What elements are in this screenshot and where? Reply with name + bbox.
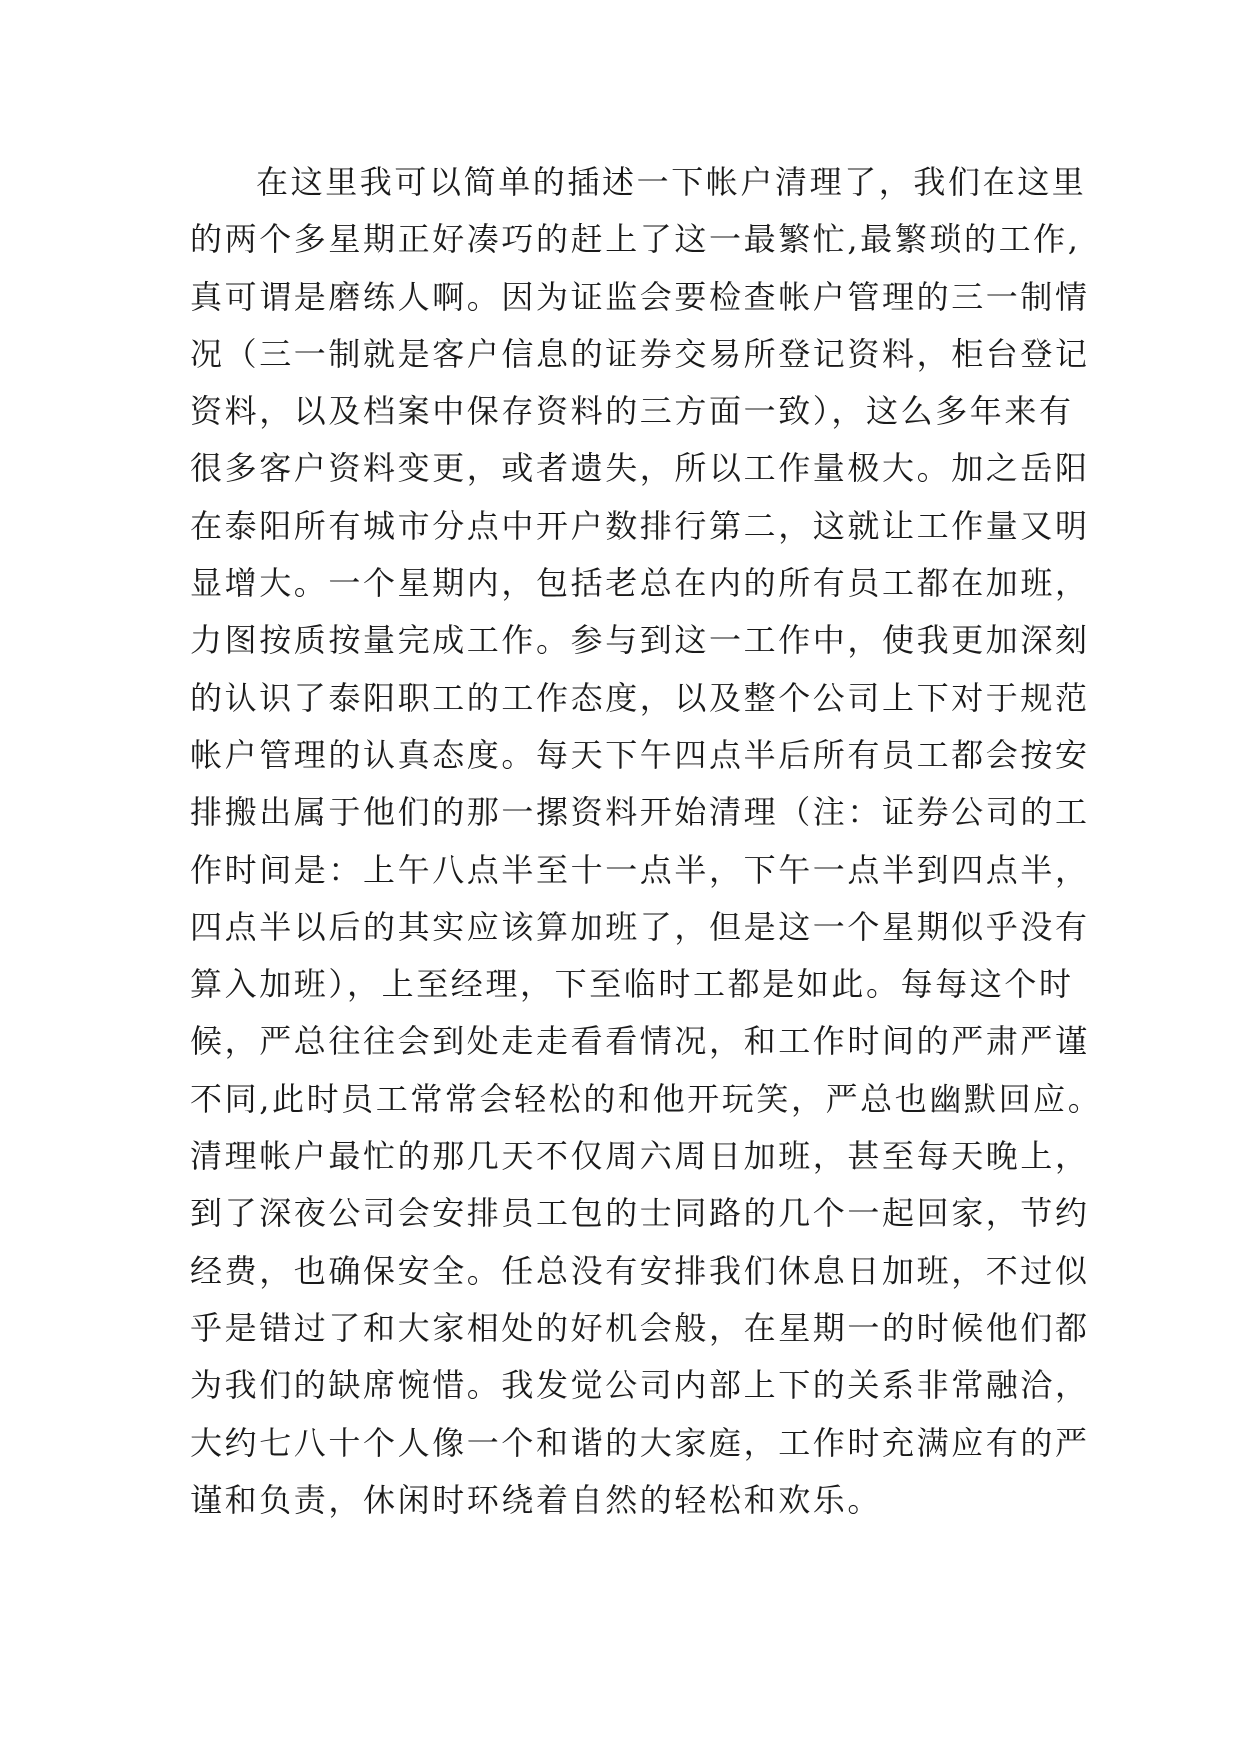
paragraph-line: 很多客户资料变更，或者遗失，所以工作量极大。加之岳阳 xyxy=(190,449,1090,488)
paragraph-line: 为我们的缺席惋惜。我发觉公司内部上下的关系非常融洽， xyxy=(190,1366,1090,1405)
paragraph-line: 候，严总往往会到处走走看看情况，和工作时间的严肃严谨 xyxy=(190,1022,1090,1061)
paragraph-line: 四点半以后的其实应该算加班了，但是这一个星期似乎没有 xyxy=(190,907,1090,946)
paragraph-line: 在这里我可以简单的插述一下帐户清理了，我们在这里 xyxy=(256,163,1087,201)
paragraph-line: 作时间是：上午八点半至十一点半，下午一点半到四点半， xyxy=(190,850,1090,889)
paragraph-line: 排搬出属于他们的那一摞资料开始清理（注：证券公司的工 xyxy=(190,793,1090,832)
paragraph-line: 算入加班），上至经理，下至临时工都是如此。每每这个时 xyxy=(190,965,1074,1004)
paragraph-line: 不同,此时员工常常会轻松的和他开玩笑，严总也幽默回应。 xyxy=(190,1079,1103,1118)
paragraph-line: 到了深夜公司会安排员工包的士同路的几个一起回家，节约 xyxy=(190,1194,1090,1233)
paragraph-line: 资料，以及档案中保存资料的三方面一致），这么多年来有 xyxy=(190,392,1074,431)
paragraph-line: 的认识了泰阳职工的工作态度，以及整个公司上下对于规范 xyxy=(190,678,1090,717)
paragraph-line: 力图按质按量完成工作。参与到这一工作中，使我更加深刻 xyxy=(190,621,1090,660)
paragraph-line: 谨和负责，休闲时环绕着自然的轻松和欢乐。 xyxy=(190,1480,883,1519)
paragraph-line: 况（三一制就是客户信息的证券交易所登记资料，柜台登记 xyxy=(190,334,1090,373)
paragraph-line: 真可谓是磨练人啊。因为证监会要检查帐户管理的三一制情 xyxy=(190,277,1090,316)
body-paragraph xyxy=(190,154,1103,1529)
paragraph-line: 的两个多星期正好凑巧的赶上了这一最繁忙,最繁琐的工作, xyxy=(190,220,1081,259)
paragraph-line: 经费，也确保安全。任总没有安排我们休息日加班，不过似 xyxy=(190,1251,1090,1290)
paragraph-line: 帐户管理的认真态度。每天下午四点半后所有员工都会按安 xyxy=(190,735,1090,774)
paragraph-line: 乎是错过了和大家相处的好机会般，在星期一的时候他们都 xyxy=(190,1308,1090,1347)
paragraph-line: 在泰阳所有城市分点中开户数排行第二，这就让工作量又明 xyxy=(190,506,1090,545)
paragraph-line: 大约七八十个人像一个和谐的大家庭，工作时充满应有的严 xyxy=(190,1423,1090,1462)
paragraph-line: 清理帐户最忙的那几天不仅周六周日加班，甚至每天晚上， xyxy=(190,1137,1090,1176)
paragraph-line: 显增大。一个星期内，包括老总在内的所有员工都在加班， xyxy=(190,564,1090,603)
